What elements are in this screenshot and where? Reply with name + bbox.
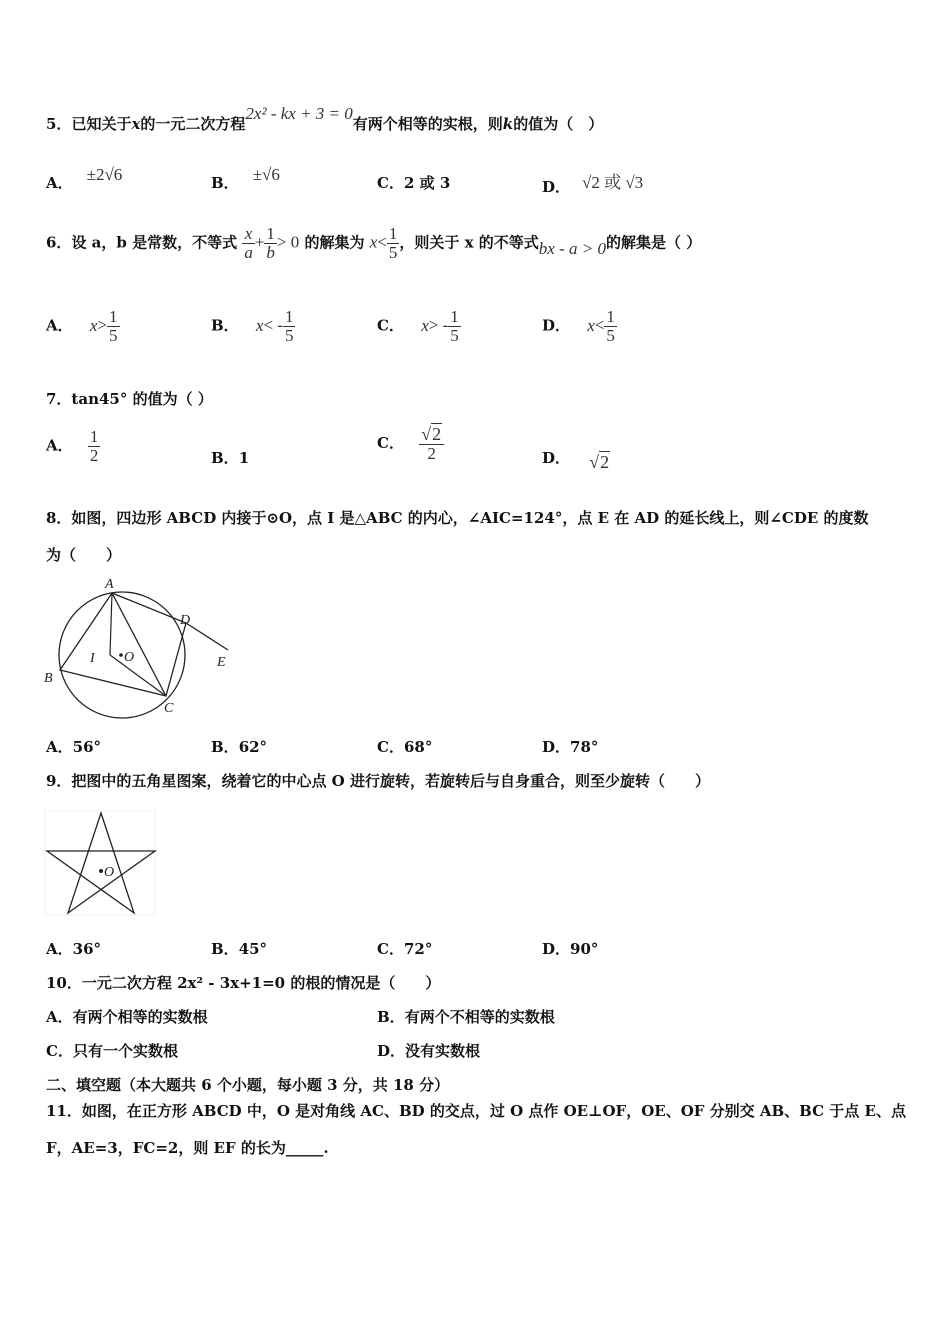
q6-frac-1-over-5: $\frac{1}{5}$ (388, 224, 398, 262)
label-a: A (105, 577, 114, 592)
q9-option-b[interactable]: B．45° (211, 940, 268, 958)
q7-option-c[interactable]: C． $\frac{√2}{2}$ (377, 425, 444, 463)
q8-option-b[interactable]: B．62° (211, 738, 268, 756)
q5-option-c[interactable]: C．2 或 3 (377, 174, 451, 192)
q6-stem: 6．设 a，b 是常数，不等式 $\frac{x}{a}$ + $\frac{1}{b}$ > 0 的解集为 x< $\frac{1}{5}$ ，则关于 x 的不等式bx - a > 0的解集是（ ） (46, 224, 702, 262)
q8-circle-figure (40, 572, 240, 722)
q6-frac-x-over-a: $\frac{x}{a}$ (244, 224, 253, 262)
section-title: 二、填空题（本大题共 6 个小题，每小题 3 分，共 18 分） (46, 1076, 450, 1094)
q9-option-d[interactable]: D．90° (542, 940, 599, 958)
q10-option-a[interactable]: A．有两个相等的实数根 (46, 1008, 208, 1026)
q11-stem-line1: 11．如图，在正方形 ABCD 中，O 是对角线 AC、BD 的交点，过 O 点作 OE⊥OF，OE、OF 分别交 AB、BC 于点 E、点 (46, 1102, 906, 1120)
q8-option-a[interactable]: A．56° (46, 738, 102, 756)
q10-option-d[interactable]: D．没有实数根 (377, 1042, 481, 1060)
q7-stem: 7．tan45° 的值为（ ） (46, 390, 213, 408)
q6-option-b[interactable]: B． x< - $\frac{1}{5}$ (211, 307, 294, 345)
q9-star-figure (44, 810, 158, 918)
q9-option-a[interactable]: A．36° (46, 940, 102, 958)
q5-option-a[interactable]: A． ±2√6 (46, 165, 123, 192)
q6-frac-1-over-b: $\frac{1}{b}$ (266, 224, 275, 262)
q10-option-b[interactable]: B．有两个不相等的实数根 (377, 1008, 555, 1026)
q5-equation: 2x² - kx + 3 = 0 (245, 104, 353, 123)
label-d: D (180, 613, 191, 628)
q7-option-b[interactable]: B．1 (211, 449, 250, 467)
q9-option-c[interactable]: C．72° (377, 940, 433, 958)
q5-option-b[interactable]: B． ±√6 (211, 165, 280, 192)
q10-option-c[interactable]: C．只有一个实数根 (46, 1042, 178, 1060)
q10-stem: 10．一元二次方程 2x² - 3x+1=0 的根的情况是（ ） (46, 974, 441, 992)
q8-stem-line2: 为（ ） (46, 546, 122, 564)
q8-option-c[interactable]: C．68° (377, 738, 433, 756)
q6-option-c[interactable]: C． x> - $\frac{1}{5}$ (377, 307, 459, 345)
q5-option-d[interactable]: D． √2 或 √3 (542, 173, 644, 196)
q11-stem-line2: F，AE=3，FC=2，则 EF 的长为_____. (46, 1139, 329, 1157)
label-e: E (217, 655, 226, 670)
q7-option-a[interactable]: A． $\frac{1}{2}$ (46, 427, 99, 465)
q8-option-d[interactable]: D．78° (542, 738, 599, 756)
label-i: I (90, 651, 95, 666)
label-b: B (44, 671, 53, 686)
label-o: O (104, 865, 115, 880)
q6-option-d[interactable]: D． x< $\frac{1}{5}$ (542, 307, 615, 345)
label-c: C (164, 701, 174, 716)
q7-option-d[interactable]: D． √2 (542, 449, 610, 472)
q8-stem-line1: 8．如图，四边形 ABCD 内接于⊙O，点 I 是△ABC 的内心，∠AIC=124°，点 E 在 AD 的延长线上，则∠CDE 的度数 (46, 509, 869, 527)
q5-stem: 5．已知关于x的一元二次方程2x² - kx + 3 = 0有两个相等的实根，则k的值为（ ） (46, 104, 604, 133)
q9-stem: 9．把图中的五角星图案，绕着它的中心点 O 进行旋转，若旋转后与自身重合，则至少旋转（ ） (46, 772, 710, 790)
label-o: O (124, 650, 135, 665)
q6-option-a[interactable]: A． x> $\frac{1}{5}$ (46, 307, 118, 345)
